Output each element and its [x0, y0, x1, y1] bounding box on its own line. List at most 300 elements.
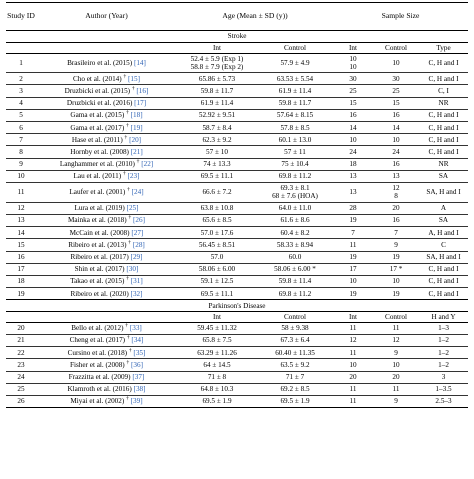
int-sample: 13 [333, 170, 373, 182]
control-sample: 10 [373, 134, 419, 146]
study-id: 2 [6, 73, 36, 85]
int-sample: 19 [333, 251, 373, 263]
type: 3 [419, 371, 468, 383]
table-row [6, 322, 468, 334]
control-age: 60.4 ± 8.2 [257, 227, 333, 239]
author-text: Miyai et al. (2002) [70, 397, 125, 406]
study-id: 7 [6, 134, 36, 146]
table-row [6, 134, 468, 146]
int-age: 65.86 ± 5.73 [177, 73, 257, 85]
int-sample: 17 [333, 263, 373, 275]
int-sample: 11 [333, 383, 373, 395]
author-text: Mainka et al. (2018) [67, 216, 127, 225]
reference-link[interactable]: [18] [130, 111, 143, 120]
control-age-line: 68 ± 7.6 (HOA) [272, 192, 318, 201]
int-sample: 19 [333, 214, 373, 226]
subheader-type: H and Y [419, 312, 468, 323]
int-sample: 15 [333, 97, 373, 109]
author-text: Bello et al. (2012) [71, 324, 124, 333]
int-sample: 19 [333, 288, 373, 300]
reference-link[interactable]: [29] [130, 252, 143, 261]
author-text: Lau et al. (2011) [73, 172, 122, 181]
study-id: 13 [6, 214, 36, 226]
type: A [419, 202, 468, 214]
control-age: 60.1 ± 13.0 [257, 134, 333, 146]
reference-link[interactable]: [27] [131, 228, 144, 237]
int-age: 71 ± 8 [177, 371, 257, 383]
control-age: 64.0 ± 11.0 [257, 202, 333, 214]
author-year [36, 239, 177, 251]
control-sample-line: 12 [392, 184, 400, 193]
dagger-mark: † [123, 73, 127, 80]
control-age: 57 ± 11 [257, 146, 333, 158]
type: 1–2 [419, 347, 468, 359]
int-sample: 11 [333, 395, 373, 407]
subheader-row [6, 312, 468, 323]
reference-link[interactable]: [26] [133, 216, 145, 225]
author-year [36, 251, 177, 263]
table-row [6, 97, 468, 109]
reference-link[interactable]: [39] [130, 397, 143, 406]
type: NR [419, 97, 468, 109]
dagger-mark: † [131, 85, 135, 92]
study-id: 11 [6, 182, 36, 202]
int-age: 69.5 ± 11.1 [177, 170, 257, 182]
table-row [6, 359, 468, 371]
dagger-mark: † [128, 215, 132, 222]
study-id: 9 [6, 158, 36, 170]
int-sample [333, 53, 373, 73]
int-age: 57 ± 10 [177, 146, 257, 158]
reference-link[interactable]: [30] [126, 265, 139, 274]
author-text: Ribeiro et al. (2020) [70, 289, 129, 298]
study-id: 6 [6, 122, 36, 134]
dagger-mark: † [126, 359, 130, 366]
author-year [36, 334, 177, 346]
int-age: 65.6 ± 8.5 [177, 214, 257, 226]
author-year [36, 359, 177, 371]
type: A, H and I [419, 227, 468, 239]
int-sample: 10 [333, 275, 373, 287]
table-row [6, 288, 468, 300]
reference-link[interactable]: [15] [128, 74, 141, 83]
int-sample: 30 [333, 73, 373, 85]
author-text: Cho et al. (2014) [72, 74, 122, 83]
reference-link[interactable]: [24] [131, 188, 144, 197]
author-year [36, 227, 177, 239]
table-row [6, 122, 468, 134]
reference-link[interactable]: [20] [129, 135, 142, 144]
control-sample: 10 [373, 359, 419, 371]
control-age [257, 182, 333, 202]
section-title: Stroke [6, 31, 468, 43]
int-sample: 16 [333, 109, 373, 121]
header-author-year: Author (Year) [36, 3, 177, 31]
int-age: 58.06 ± 6.00 [177, 263, 257, 275]
author-text: Laufer et al. (2001) [69, 188, 126, 197]
author-year [36, 383, 177, 395]
author-text: Shin et al. (2017) [74, 265, 125, 274]
control-sample: 20 [373, 202, 419, 214]
study-id: 10 [6, 170, 36, 182]
dagger-mark: † [127, 186, 130, 193]
author-year [36, 146, 177, 158]
control-sample: 11 [373, 322, 419, 334]
type: SA [419, 214, 468, 226]
control-sample: 12 [373, 334, 419, 346]
control-sample: 9 [373, 239, 419, 251]
int-sample-line: 10 [349, 54, 357, 63]
type: SA, H and I [419, 251, 468, 263]
author-year [36, 182, 177, 202]
control-sample: 16 [373, 214, 419, 226]
type: C, H and I [419, 122, 468, 134]
author-year [36, 73, 177, 85]
control-age: 61.9 ± 11.4 [257, 85, 333, 97]
author-text: Takao et al. (2015) [70, 277, 125, 286]
table-row [6, 170, 468, 182]
subheader-control-n: Control [373, 43, 419, 54]
control-age: 69.8 ± 11.2 [257, 170, 333, 182]
int-age: 66.6 ± 7.2 [177, 182, 257, 202]
reference-link[interactable]: [23] [127, 172, 140, 181]
reference-link[interactable]: [14] [133, 58, 146, 67]
author-text: Druzbicki et al. (2015) [64, 86, 131, 95]
study-id: 21 [6, 334, 36, 346]
control-sample: 14 [373, 122, 419, 134]
int-sample: 14 [333, 122, 373, 134]
table-row [6, 371, 468, 383]
reference-link[interactable]: [38] [133, 385, 146, 394]
int-sample: 11 [333, 322, 373, 334]
table-row [6, 251, 468, 263]
author-year [36, 122, 177, 134]
section-title: Parkinson's Disease [6, 300, 468, 312]
int-age [177, 53, 257, 73]
int-age: 59.1 ± 12.5 [177, 275, 257, 287]
control-sample: 9 [373, 347, 419, 359]
author-year [36, 371, 177, 383]
dagger-mark: † [126, 335, 130, 342]
control-sample: 13 [373, 170, 419, 182]
int-sample-line: 10 [349, 62, 357, 71]
reference-link[interactable]: [32] [130, 289, 143, 298]
study-id: 18 [6, 275, 36, 287]
author-year [36, 134, 177, 146]
control-sample: 10 [373, 53, 419, 73]
control-sample: 9 [373, 395, 419, 407]
subheader-control-n: Control [373, 312, 419, 323]
table-row [6, 182, 468, 202]
studies-table [6, 2, 468, 408]
control-age: 58.33 ± 8.94 [257, 239, 333, 251]
int-age: 63.8 ± 10.8 [177, 202, 257, 214]
int-age: 59.8 ± 11.7 [177, 85, 257, 97]
type: 1–3.5 [419, 383, 468, 395]
int-age: 69.5 ± 11.1 [177, 288, 257, 300]
int-age: 64 ± 14.5 [177, 359, 257, 371]
section-row [6, 31, 468, 43]
reference-link[interactable]: [17] [134, 99, 147, 108]
author-year [36, 263, 177, 275]
dagger-mark: † [126, 109, 129, 116]
study-id: 20 [6, 322, 36, 334]
table-row [6, 395, 468, 407]
reference-link[interactable]: [21] [130, 147, 143, 156]
reference-link[interactable]: [36] [131, 360, 144, 369]
author-text: Fisher et al. (2008) [69, 360, 125, 369]
author-year [36, 288, 177, 300]
int-sample: 13 [333, 182, 373, 202]
dagger-mark: † [124, 134, 128, 141]
type: SA [419, 170, 468, 182]
int-age: 52.92 ± 9.51 [177, 109, 257, 121]
control-age: 69.2 ± 8.5 [257, 383, 333, 395]
reference-link[interactable]: [25] [126, 204, 139, 213]
dagger-mark: † [126, 122, 129, 129]
int-sample: 25 [333, 85, 373, 97]
author-text: Cursino et al. (2018) [67, 348, 128, 357]
control-age: 59.8 ± 11.4 [257, 275, 333, 287]
int-sample: 24 [333, 146, 373, 158]
table-row [6, 214, 468, 226]
author-text: Gama et al. (2015) [70, 111, 125, 120]
author-year [36, 214, 177, 226]
study-id: 16 [6, 251, 36, 263]
table-row [6, 109, 468, 121]
reference-link[interactable]: [28] [132, 240, 145, 249]
author-text: Lura et al. (2019) [74, 204, 125, 213]
int-age: 57.0 ± 17.6 [177, 227, 257, 239]
type: 1–2 [419, 359, 468, 371]
subheader-empty [6, 312, 36, 323]
control-age: 57.64 ± 8.15 [257, 109, 333, 121]
control-age: 58.06 ± 6.00 * [257, 263, 333, 275]
reference-link[interactable]: [37] [132, 372, 145, 381]
study-id: 23 [6, 359, 36, 371]
table-row [6, 227, 468, 239]
study-id: 1 [6, 53, 36, 73]
table-row [6, 383, 468, 395]
dagger-mark: † [125, 322, 129, 329]
control-age: 75 ± 10.4 [257, 158, 333, 170]
subheader-int-n: Int [333, 43, 373, 54]
subheader-int-age: Int [177, 312, 257, 323]
type: NR [419, 158, 468, 170]
study-id: 25 [6, 383, 36, 395]
control-sample: 24 [373, 146, 419, 158]
study-id: 5 [6, 109, 36, 121]
study-id: 14 [6, 227, 36, 239]
author-year [36, 322, 177, 334]
reference-link[interactable]: [31] [130, 277, 143, 286]
int-sample: 7 [333, 227, 373, 239]
int-sample: 10 [333, 134, 373, 146]
int-age: 58.7 ± 8.4 [177, 122, 257, 134]
type: C, H and I [419, 263, 468, 275]
int-age-line: 58.8 ± 7.9 (Exp 2) [190, 62, 244, 71]
type: C, H and I [419, 134, 468, 146]
author-year [36, 170, 177, 182]
control-age: 60.0 [257, 251, 333, 263]
study-id: 3 [6, 85, 36, 97]
int-age: 62.3 ± 9.2 [177, 134, 257, 146]
type: 2.5–3 [419, 395, 468, 407]
control-age: 57.9 ± 4.9 [257, 53, 333, 73]
reference-link[interactable]: [19] [130, 123, 143, 132]
control-sample: 11 [373, 383, 419, 395]
control-sample: 25 [373, 85, 419, 97]
table-row [6, 85, 468, 97]
table-row [6, 275, 468, 287]
author-year [36, 158, 177, 170]
control-age: 67.3 ± 6.4 [257, 334, 333, 346]
subheader-empty [36, 43, 177, 54]
study-id: 19 [6, 288, 36, 300]
int-age: 61.9 ± 11.4 [177, 97, 257, 109]
type: 1–3 [419, 322, 468, 334]
subheader-empty [36, 312, 177, 323]
author-year [36, 85, 177, 97]
int-age: 64.8 ± 10.3 [177, 383, 257, 395]
int-sample: 18 [333, 158, 373, 170]
subheader-control-age: Control [257, 43, 333, 54]
author-year [36, 53, 177, 73]
section-row [6, 300, 468, 312]
reference-link[interactable]: [16] [136, 86, 149, 95]
int-age: 56.45 ± 8.51 [177, 239, 257, 251]
author-text: Hase et al. (2011) [71, 135, 123, 144]
reference-link[interactable]: [22] [141, 160, 154, 169]
type: C, H and I [419, 109, 468, 121]
table-row [6, 239, 468, 251]
author-year [36, 275, 177, 287]
type: C, H and I [419, 53, 468, 73]
dagger-mark: † [136, 158, 140, 165]
control-sample: 19 [373, 288, 419, 300]
int-age: 57.0 [177, 251, 257, 263]
type: SA, H and I [419, 182, 468, 202]
control-sample: 15 [373, 97, 419, 109]
control-age: 63.53 ± 5.54 [257, 73, 333, 85]
subheader-int-n: Int [333, 312, 373, 323]
int-age: 65.8 ± 7.5 [177, 334, 257, 346]
dagger-mark: † [122, 170, 126, 177]
author-year [36, 109, 177, 121]
type: C, H and I [419, 275, 468, 287]
table-row [6, 202, 468, 214]
dagger-mark: † [128, 239, 132, 246]
type: C, H and I [419, 146, 468, 158]
author-text: Brasileiro et al. (2015) [67, 58, 133, 67]
control-sample [373, 182, 419, 202]
control-sample: 10 [373, 275, 419, 287]
author-text: Hornby et al. (2008) [70, 147, 129, 156]
type: C, H and I [419, 288, 468, 300]
study-id: 15 [6, 239, 36, 251]
author-year [36, 347, 177, 359]
subheader-type: Type [419, 43, 468, 54]
subheader-control-age: Control [257, 312, 333, 323]
author-text: Gama et al. (2017) [70, 123, 125, 132]
study-id: 26 [6, 395, 36, 407]
table-body [6, 31, 468, 408]
int-age-line: 52.4 ± 5.9 (Exp 1) [190, 54, 244, 63]
author-text: Ribeiro et al. (2017) [70, 252, 129, 261]
control-age: 60.40 ± 11.35 [257, 347, 333, 359]
table-row [6, 73, 468, 85]
table-row [6, 334, 468, 346]
study-id: 22 [6, 347, 36, 359]
control-sample: 20 [373, 371, 419, 383]
type: C, I [419, 85, 468, 97]
int-sample: 20 [333, 371, 373, 383]
int-age: 69.5 ± 1.9 [177, 395, 257, 407]
int-sample: 28 [333, 202, 373, 214]
author-text: Cheng et al. (2017) [69, 336, 126, 345]
int-sample: 10 [333, 359, 373, 371]
author-text: McCain et al. (2008) [69, 228, 130, 237]
author-year [36, 97, 177, 109]
type: C, H and I [419, 73, 468, 85]
author-text: Frazzitta et al. (2009) [68, 372, 131, 381]
dagger-mark: † [128, 347, 132, 354]
control-age: 69.5 ± 1.9 [257, 395, 333, 407]
control-sample: 16 [373, 109, 419, 121]
reference-link[interactable]: [35] [133, 348, 146, 357]
int-age: 74 ± 13.3 [177, 158, 257, 170]
header-study-id: Study ID [6, 3, 36, 31]
control-age: 63.5 ± 9.2 [257, 359, 333, 371]
header-sample-size: Sample Size [333, 3, 468, 31]
author-text: Druzbicki et al. (2016) [66, 99, 133, 108]
study-id: 12 [6, 202, 36, 214]
control-age: 58 ± 9.38 [257, 322, 333, 334]
control-sample: 16 [373, 158, 419, 170]
reference-link[interactable]: [33] [129, 324, 142, 333]
author-text: Klamroth et al. (2016) [67, 385, 132, 394]
int-age: 63.29 ± 11.26 [177, 347, 257, 359]
study-id: 24 [6, 371, 36, 383]
control-age: 69.8 ± 11.2 [257, 288, 333, 300]
control-age: 59.8 ± 11.7 [257, 97, 333, 109]
subheader-row [6, 43, 468, 54]
subheader-empty [6, 43, 36, 54]
int-sample: 12 [333, 334, 373, 346]
author-year [36, 395, 177, 407]
table-row [6, 158, 468, 170]
type: C [419, 239, 468, 251]
author-text: Ribeiro et al. (2013) [68, 240, 127, 249]
int-sample: 11 [333, 239, 373, 251]
author-text: Langhammer et al. (2010) [59, 160, 135, 169]
control-sample-line: 8 [394, 192, 398, 201]
int-age: 59.45 ± 11.32 [177, 322, 257, 334]
dagger-mark: † [126, 275, 129, 282]
type: 1–2 [419, 334, 468, 346]
table-row [6, 347, 468, 359]
table-row [6, 53, 468, 73]
reference-link[interactable]: [34] [131, 336, 144, 345]
table-row [6, 263, 468, 275]
control-age: 61.6 ± 8.6 [257, 214, 333, 226]
int-sample: 11 [333, 347, 373, 359]
control-sample: 30 [373, 73, 419, 85]
dagger-mark: † [126, 395, 129, 402]
control-age: 57.8 ± 8.5 [257, 122, 333, 134]
header-age: Age (Mean ± SD (y)) [177, 3, 333, 31]
control-sample: 7 [373, 227, 419, 239]
